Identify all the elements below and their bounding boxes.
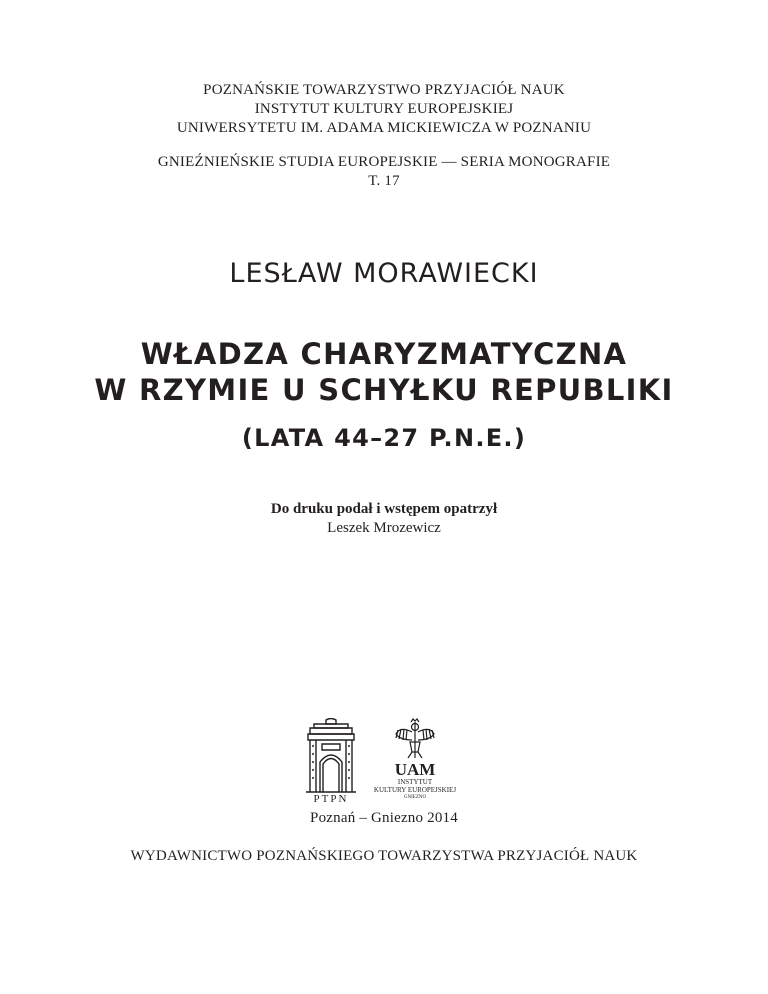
eagle-icon [370,718,460,762]
gate-icon [300,718,362,794]
ptpn-logo [300,718,362,806]
place-and-date: Poznań – Gniezno 2014 [310,810,458,826]
uam-label: UAM [394,760,436,779]
author-name: LESŁAW MORAWIECKI [229,258,539,289]
series-name: GNIEŹNIEŃSKIE STUDIA EUROPEJSKIE — SERIA MONOGRAFIE [157,154,611,170]
book-title-line2: W RZYMIE U SCHYŁKU REPUBLIKI [94,373,674,407]
society-name: POZNAŃSKIE TOWARZYSTWO PRZYJACIÓŁ NAUK [203,82,565,98]
book-subtitle: (LATA 44–27 P.N.E.) [241,424,527,452]
institute-label-2: KULTURY EUROPEJSKIEJ [373,786,457,794]
institute-label-3: GNIEZNO [403,795,427,800]
uam-logo [370,718,460,806]
institute-name: INSTYTUT KULTURY EUROPEJSKIEJ [254,101,514,117]
book-title-line1: WŁADZA CHARYZMATYCZNA [140,337,628,371]
publisher-logos [300,718,470,808]
editor-name: Leszek Mrozewicz [327,520,441,536]
institute-label-1: INSTYTUT [397,778,433,786]
university-name: UNIWERSYTETU IM. ADAMA MICKIEWICZA W POZNANIU [176,120,592,136]
publisher-name: WYDAWNICTWO POZNAŃSKIEGO TOWARZYSTWA PRZYJACIÓŁ NAUK [130,848,638,864]
volume-number: T. 17 [368,173,400,189]
ptpn-label: PTPN [313,793,349,805]
editor-role: Do druku podał i wstępem opatrzył [270,501,498,517]
